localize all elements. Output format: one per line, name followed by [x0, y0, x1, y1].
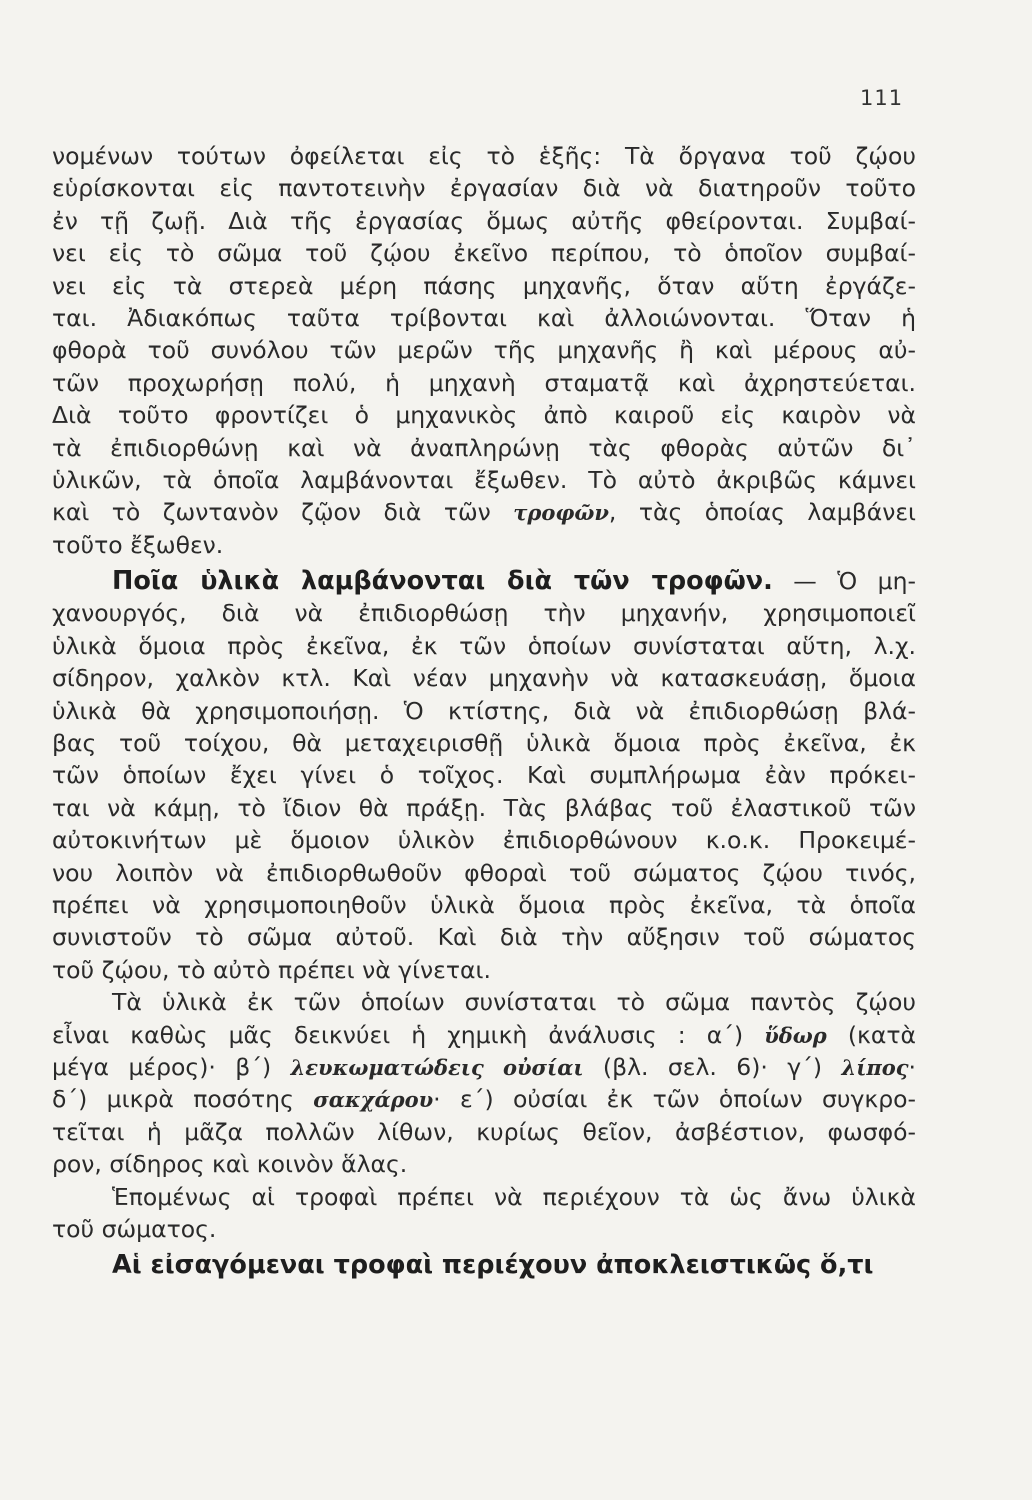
line-text: Ἑπομένως αἱ τροφαὶ πρέπει νὰ περιέχουν τὰ ὡς ἄνω ὑλικὰ	[112, 1182, 916, 1211]
line-text: αὐτοκινήτων μὲ ὅμοιον ὑλικὸν ἐπιδιορθώνουν κ.ο.κ. Προκειμέ-	[52, 826, 916, 855]
emphasized-term: σακχάρου	[313, 1087, 434, 1113]
text-line	[52, 496, 916, 528]
text-line	[52, 921, 916, 953]
line-text: συνιστοῦν τὸ σῶμα αὐτοῦ. Καὶ διὰ τὴν αὔξησιν τοῦ σώματος	[52, 923, 916, 952]
line-text: σίδηρον, χαλκὸν κτλ. Καὶ νέαν μηχανὴν νὰ κατασκευάσῃ, ὅμοια	[52, 664, 916, 693]
line-text: ὑλικὰ ὅμοια πρὸς ἐκεῖνα, ἐκ τῶν ὁποίων συνίσταται αὕτη, λ.χ.	[52, 631, 916, 660]
line-text: ·	[908, 1052, 917, 1081]
line-text: νει εἰς τὸ σῶμα τοῦ ζῴου ἐκεῖνο περίπου, τὸ ὁποῖον συμβαί-	[52, 239, 916, 268]
emphasized-term: ὕδωρ	[764, 1022, 827, 1048]
line-text: Τὰ ὑλικὰ ἐκ τῶν ὁποίων συνίσταται τὸ σῶμα παντὸς ζῴου	[112, 988, 916, 1017]
text-line	[52, 857, 916, 889]
line-text: (βλ. σελ. 6)· γ΄)	[583, 1052, 842, 1081]
line-text: τοῦ ζῴου, τὸ αὐτὸ πρέπει νὰ γίνεται.	[52, 955, 491, 984]
text-line	[52, 464, 916, 496]
text-line	[52, 1116, 916, 1148]
text-line	[52, 792, 916, 824]
line-text: ται. Ἀδιακόπως ταῦτα τρίβονται καὶ ἀλλοιώνονται. Ὅταν ἡ	[52, 303, 916, 332]
text-line	[52, 824, 916, 856]
text-line	[52, 1213, 916, 1245]
text-line	[52, 367, 916, 399]
text-line	[52, 270, 916, 302]
text-line	[52, 727, 916, 759]
text-line	[52, 205, 916, 237]
emphasized-term: λευκωματώδεις οὐσίαι	[290, 1054, 584, 1080]
line-text: χανουργός, διὰ νὰ ἐπιδιορθώσῃ τὴν μηχανήν, χρησιμοποιεῖ	[52, 599, 916, 628]
text-line	[52, 630, 916, 662]
line-text: · ε΄) οὐσίαι ἐκ τῶν ὁποίων συγκρο-	[433, 1085, 917, 1114]
text-line	[52, 1148, 916, 1180]
text-line	[52, 302, 916, 334]
heading-text: Αἱ εἰσαγόμεναι τροφαὶ περιέχουν ἀποκλειστικῶς ὅ,τι	[112, 1250, 874, 1281]
line-text: βας τοῦ τοίχου, θὰ μεταχειρισθῇ ὑλικὰ ὅμοια πρὸς ἐκεῖνα, ἐκ	[52, 729, 916, 758]
line-text: φθορὰ τοῦ συνόλου τῶν μερῶν τῆς μηχανῆς ἢ καὶ μέρους αὐ-	[52, 336, 916, 365]
line-text: , τὰς ὁποίας λαμβάνει	[608, 498, 916, 527]
section-heading-line	[52, 1249, 916, 1281]
line-text: πρέπει νὰ χρησιμοποιηθοῦν ὑλικὰ ὅμοια πρὸς ἐκεῖνα, τὰ ὁποῖα	[52, 890, 916, 919]
text-line	[52, 1083, 916, 1115]
body-text	[52, 140, 916, 1282]
text-line	[52, 237, 916, 269]
line-text: δ΄) μικρὰ ποσότης	[52, 1085, 314, 1114]
line-text: τῶν προχωρήσῃ πολύ, ἡ μηχανὴ σταματᾷ καὶ ἀχρηστεύεται.	[52, 368, 916, 397]
text-line	[52, 399, 916, 431]
text-line	[52, 432, 916, 464]
line-text: ρον, σίδηρος καὶ κοινὸν ἅλας.	[52, 1150, 408, 1179]
line-text: τεῖται ἡ μᾶζα πολλῶν λίθων, κυρίως θεῖον, ἀσβέστιον, φωσφό-	[52, 1117, 916, 1146]
text-line	[52, 597, 916, 629]
line-text: ἐν τῇ ζωῇ. Διὰ τῆς ἐργασίας ὅμως αὐτῆς φθείρονται. Συμβαί-	[52, 206, 916, 235]
line-text: ὑλικῶν, τὰ ὁποῖα λαμβάνονται ἔξωθεν. Τὸ αὐτὸ ἀκριβῶς κάμνει	[52, 465, 916, 494]
text-line	[52, 986, 916, 1018]
line-text: καὶ τὸ ζωντανὸν ζῷον διὰ τῶν	[52, 498, 514, 527]
text-line	[52, 1051, 916, 1083]
line-text: — Ὁ μη-	[772, 567, 916, 596]
text-line	[52, 759, 916, 791]
line-text: μέγα μέρος)· β΄)	[52, 1052, 291, 1081]
line-text: νου λοιπὸν νὰ ἐπιδιορθωθοῦν φθοραὶ τοῦ σώματος ζῴου τινός,	[52, 858, 916, 887]
line-text: (κατὰ	[826, 1020, 916, 1049]
line-text: εἶναι καθὼς μᾶς δεικνύει ἡ χημικὴ ἀνάλυσις : α΄)	[52, 1020, 765, 1049]
line-text: τὰ ἐπιδιορθώνῃ καὶ νὰ ἀναπληρώνῃ τὰς φθορὰς αὐτῶν δι᾽	[52, 433, 916, 462]
line-text: τῶν ὁποίων ἔχει γίνει ὁ τοῖχος. Καὶ συμπλήρωμα ἐὰν πρόκει-	[52, 761, 916, 790]
text-line	[52, 1019, 916, 1051]
text-line	[52, 529, 916, 561]
text-line	[52, 954, 916, 986]
line-text: τοῦτο ἔξωθεν.	[52, 530, 224, 559]
emphasized-term: λίπος	[841, 1054, 909, 1080]
line-text: νει εἰς τὰ στερεὰ μέρη πάσης μηχανῆς, ὅταν αὕτη ἐργάζε-	[52, 271, 916, 300]
text-line	[52, 334, 916, 366]
emphasized-term: τροφῶν	[513, 500, 609, 526]
text-line	[52, 695, 916, 727]
line-text: ὑλικὰ θὰ χρησιμοποιήσῃ. Ὁ κτίστης, διὰ νὰ ἐπιδιορθώσῃ βλά-	[52, 696, 916, 725]
line-text: ται νὰ κάμῃ, τὸ ἴδιον θὰ πράξῃ. Τὰς βλάβας τοῦ ἐλαστικοῦ τῶν	[52, 793, 916, 822]
line-text: νομένων τούτων ὀφείλεται εἰς τὸ ἑξῆς: Τὰ ὄργανα τοῦ ζῴου	[52, 142, 916, 170]
line-text: εὑρίσκονται εἰς παντοτεινὴν ἐργασίαν διὰ νὰ διατηροῦν τοῦτο	[52, 174, 916, 203]
text-line	[52, 172, 916, 204]
text-line	[52, 1181, 916, 1213]
text-line	[52, 662, 916, 694]
text-line	[52, 889, 916, 921]
section-heading-line	[52, 565, 916, 597]
heading-text: Ποῖα ὑλικὰ λαμβάνονται διὰ τῶν τροφῶν.	[112, 566, 773, 597]
line-text: τοῦ σώματος.	[52, 1214, 217, 1243]
page-number: 111	[860, 86, 904, 110]
text-line	[52, 140, 916, 172]
line-text: Διὰ τοῦτο φροντίζει ὁ μηχανικὸς ἀπὸ καιροῦ εἰς καιρὸν νὰ	[52, 401, 916, 430]
